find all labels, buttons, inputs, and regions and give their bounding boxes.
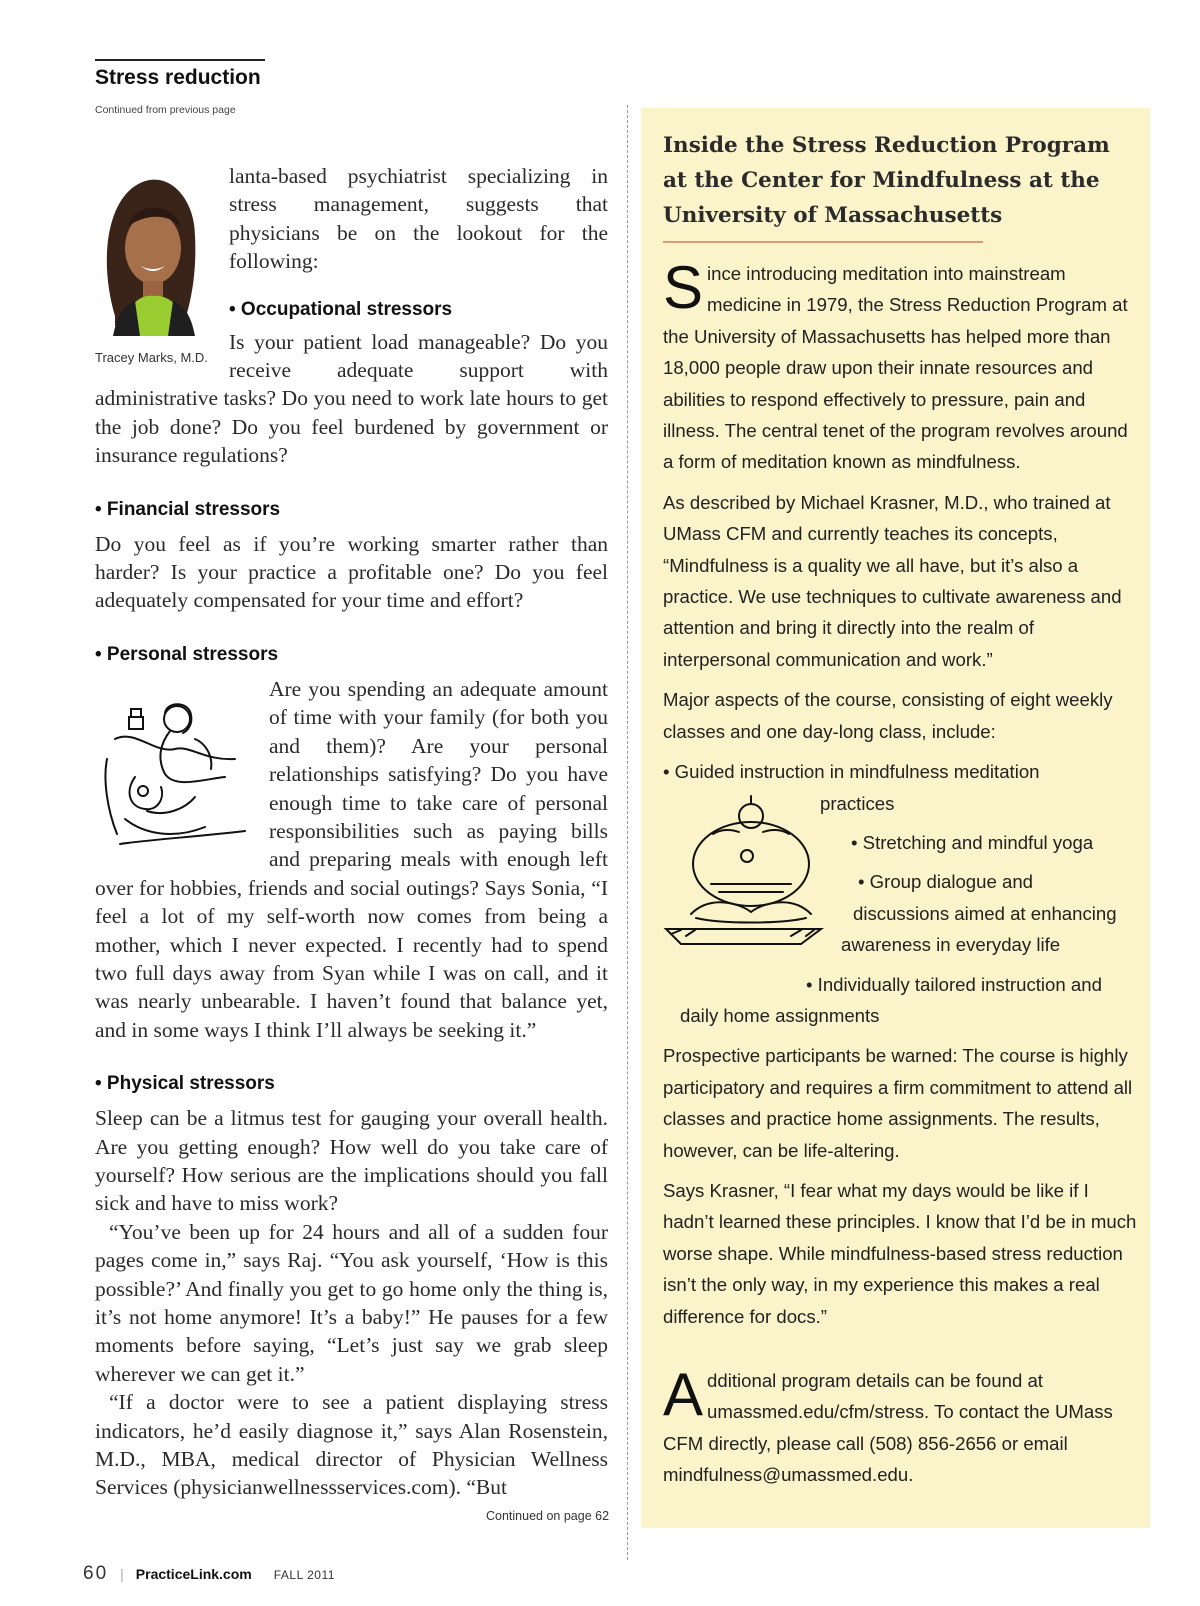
bullet-guided-instruction-cont: practices	[820, 792, 895, 814]
sidebar-paragraph-2: As described by Michael Krasner, M.D., who trained at UMass CFM and currently teaches its concepts, “Mindfulness is a quality we all have, but it’s also a practice. We use techniques to cultivate awareness and attention and bring it directly into the realm of interpersonal communication and work.”	[663, 491, 1122, 670]
sidebar-paragraph-4: Prospective participants be warned: The course is highly participatory and requires a firm commitment to attend all classes and practice home assignments. The results, however, can be life-altering.	[663, 1045, 1133, 1161]
sidebar-paragraph-3: Major aspects of the course, consisting of eight weekly classes and one day-long class, include:	[663, 689, 1113, 742]
bullet-group-dialogue-cont-2: awareness in everyday life	[841, 934, 1061, 956]
section-label: Stress reduction	[95, 66, 261, 89]
portrait-caption: Tracey Marks, M.D.	[95, 350, 208, 365]
portrait-photo	[95, 166, 215, 365]
physical-stressors-text: Sleep can be a litmus test for gauging your overall health. Are you getting enough? How well do you take care of yourself? How serious are the implications should you fall sick and have to miss work?	[95, 1106, 608, 1216]
occupational-stressors-text: Is your patient load manageable? Do you receive adequate support with administrative tasks? Do you need to work late hours to get the job done? Do you feel burdened by government or insurance regulations?	[95, 329, 608, 468]
sidebar-title-rule	[663, 241, 983, 243]
header-rule	[95, 59, 265, 61]
bullet-guided-instruction: • Guided instruction in mindfulness meditation	[663, 761, 1040, 783]
heading-physical-stressors: • Physical stressors	[95, 1073, 275, 1095]
bullet-group-dialogue: • Group dialogue and	[858, 871, 1034, 893]
heading-occupational-stressors: • Occupational stressors	[229, 298, 453, 320]
bullet-tailored-instruction-cont: daily home assignments	[680, 1004, 880, 1026]
drop-cap-a: A	[663, 1361, 704, 1428]
personal-stressors-text: Are you spending an adequate amount of time with your family (for both you and them)? Are your personal relationships satisfying? Do you have enough time to take care of personal responsibilities such as paying bills and preparing meals with enough left over for hobbies, friends and social outings? Says Sonia, “I feel a lot of my self-worth now comes from being a mother, which I never expected. I recently had to spend two full days away from Syan while I was on call, and it was nearly unbearable. I haven’t found that balance yet, and in some ways I think I’ll always be seeking it.”	[95, 676, 608, 1042]
bullet-stretching-yoga: • Stretching and mindful yoga	[851, 831, 1094, 853]
financial-stressors-text: Do you feel as if you’re working smarter rather than harder? Is your practice a profitable one? Do you feel adequately compensated for your time and effort?	[95, 531, 608, 613]
portrait-image	[95, 166, 205, 336]
page-footer	[83, 1563, 335, 1585]
sidebar-body	[663, 254, 1141, 1500]
sidebar-paragraph-6	[663, 1361, 1141, 1491]
sidebar-box	[641, 108, 1150, 1528]
article-left-column	[95, 162, 608, 1502]
footer-separator: |	[120, 1566, 124, 1582]
footer-brand: PracticeLink.com	[135, 1566, 252, 1582]
page-number: 60	[83, 1563, 109, 1584]
sidebar-paragraph-1-text: ince introducing meditation into mainstream medicine in 1979, the Stress Reduction Program at the University of Massachusetts has helped more than 18,000 people draw upon their innate resources and abilities to respond effectively to pressure, pain and illness. The central tenet of the program revolves around a form of meditation known as mindfulness.	[663, 263, 1128, 473]
mother-baby-illustration	[95, 699, 253, 849]
raj-quote-paragraph: “You’ve been up for 24 hours and all of a sudden four pages come in,” says Raj. “You ask yourself, ‘How is this possible?’ And finally you get to go home only the thing is, it’s not home anymore! It’s a baby!” He pauses for a few moments before saying, “Let’s just say we grab sleep wherever we can get it.”	[95, 1219, 608, 1386]
sidebar-title: Inside the Stress Reduction Program at the Center for Mindfulness at the University of Massachusetts	[663, 133, 1110, 228]
drop-cap-s: S	[663, 254, 704, 321]
sidebar-paragraph-5: Says Krasner, “I fear what my days would be like if I hadn’t learned these principles. I know that I’d be in much worse shape. While mindfulness-based stress reduction isn’t the only way, in my experience this makes a real difference for docs.”	[663, 1179, 1137, 1327]
continued-from-note: Continued from previous page	[95, 104, 236, 116]
heading-personal-stressors: • Personal stressors	[95, 643, 279, 665]
continued-on-note: Continued on page 62	[486, 1509, 610, 1523]
column-divider	[627, 105, 628, 1560]
footer-issue: FALL 2011	[273, 1568, 335, 1582]
heading-financial-stressors: • Financial stressors	[95, 498, 281, 520]
sidebar-paragraph-6-text: dditional program details can be found at umassmed.edu/cfm/stress. To contact the UMass CFM directly, please call (508) 856-2656 or email mindfulness@umassmed.edu.	[663, 1370, 1113, 1486]
intro-paragraph: lanta-based psychiatrist specializing in stress management, suggests that physicians be on the lookout for the following:	[229, 164, 608, 274]
bullet-tailored-instruction: • Individually tailored instruction and	[806, 973, 1102, 995]
alan-rosenstein-paragraph: “If a doctor were to see a patient displaying stress indicators, he’d easily diagnose it,” says Alan Rosenstein, M.D., MBA, medical director of Physician Wellness Services (physicianwellnessservices.com). “But	[95, 1390, 608, 1500]
bullet-group-dialogue-cont: discussions aimed at enhancing	[853, 902, 1117, 924]
sidebar-paragraph-1	[663, 254, 1141, 478]
